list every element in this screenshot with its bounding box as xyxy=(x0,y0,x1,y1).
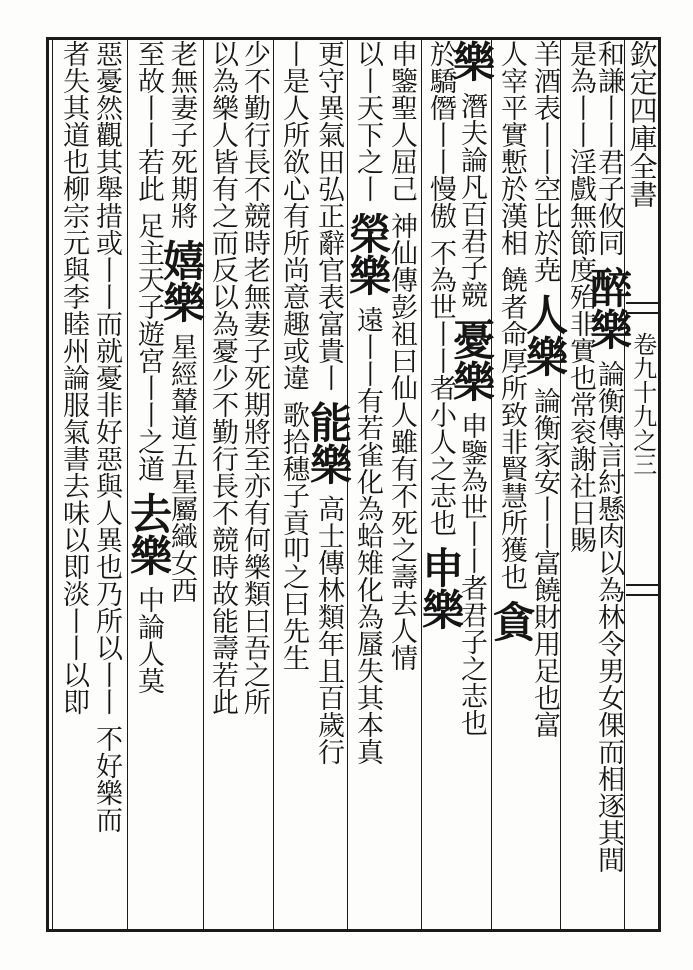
entry-text: 申鑒為世丨丨者君子之志也 xyxy=(456,412,488,736)
text-column-5 xyxy=(447,40,497,930)
column-divider xyxy=(421,37,422,932)
entry-heading: 申樂 xyxy=(416,546,466,630)
entry-text: 高士傳林類年且百歲行 xyxy=(313,495,345,765)
entry-text: 饒者命厚所致非賢慧所獲也 xyxy=(496,266,528,590)
entry-heading: 樂 xyxy=(447,40,497,82)
entry-text: 論衡家安丨丨富饒財用足也富 xyxy=(529,387,561,738)
book-title: 欽定四庫全書 xyxy=(625,40,659,208)
column-divider xyxy=(491,37,492,932)
text-column-11 xyxy=(239,40,269,930)
text-column-13 xyxy=(157,40,207,930)
entry-text: 申鑒聖人屈己 xyxy=(386,40,418,202)
entry-heading: 醉樂 xyxy=(584,266,634,350)
entry-heading: 嬉樂 xyxy=(157,239,207,323)
entry-text: 更守異氣田弘正辭官表富貴丨 xyxy=(313,40,345,391)
entry-text: 星經輦道五星屬織女西 xyxy=(166,333,198,603)
column-divider xyxy=(273,37,274,932)
entry-text: 不為世丨丨者小人之志也 xyxy=(425,239,457,536)
text-column-2 xyxy=(565,40,595,930)
entry-text: 以為樂人皆有之而反以為憂少不勤行長不競時故能壽若此 xyxy=(207,40,239,715)
entry-text: 以丨天下之丨 xyxy=(352,40,384,202)
entry-text: 於驕僭丨丨慢傲 xyxy=(425,40,457,229)
text-column-1 xyxy=(584,40,634,930)
entry-text: 不好樂而 xyxy=(91,725,123,833)
entry-text: 歌拾穗子貢叩之曰先生 xyxy=(278,401,310,671)
entry-heading: 憂樂 xyxy=(447,318,497,402)
entry-heading: 去樂 xyxy=(124,492,174,576)
entry-text: 羊酒表丨丨空比於尭 xyxy=(529,40,561,283)
entry-text: 潛夫論凡百君子競 xyxy=(456,92,488,308)
entry-heading: 能樂 xyxy=(304,401,354,485)
entry-text: 足主天子遊宮丨丨之道 xyxy=(133,212,165,482)
entry-heading: 貪 xyxy=(487,600,537,642)
frame-inner-left-rule xyxy=(52,37,53,932)
column-divider xyxy=(127,37,128,932)
entry-heading: 人樂 xyxy=(520,293,570,377)
text-column-14 xyxy=(124,40,174,930)
entry-text: 中論人莫 xyxy=(133,586,165,694)
entry-text: 神仙傳彭祖曰仙人雖有不死之壽去人情 xyxy=(386,212,418,671)
entry-text: 至故丨丨若此 xyxy=(133,40,165,202)
entry-text: 丨是人所欲心有所尚意趣或違 xyxy=(278,40,310,391)
frame-left-rule xyxy=(46,37,49,932)
entry-text: 是為丨丨淫戲無節度殆非實也常衮謝社日賜 xyxy=(565,40,597,553)
entry-text: 和謙丨丨君子攸同 xyxy=(593,40,625,256)
entry-text: 少不勤行長不競時老無妻子死期將至亦有何樂類曰吾之所 xyxy=(239,40,271,715)
text-column-4 xyxy=(487,40,537,930)
entry-text: 論衡傳言紂懸肉以為林令男女倮而相逐其間 xyxy=(593,360,625,873)
text-column-8 xyxy=(343,40,393,930)
entry-heading: 榮樂 xyxy=(343,212,393,296)
text-column-12 xyxy=(207,40,237,930)
entry-text: 遠丨丨有若雀化為蛤雉化為蜃失其本真 xyxy=(352,306,384,765)
text-column-6 xyxy=(416,40,466,930)
column-divider xyxy=(203,37,204,932)
volume-label: 卷九十九之三 xyxy=(628,332,657,476)
entry-text: 惡憂然觀其舉措或丨丨而就憂非好惡與人異也乃所以丨丨 xyxy=(91,40,123,715)
caption-column xyxy=(626,40,658,930)
entry-text: 人宰平實慙於漢相 xyxy=(496,40,528,256)
text-column-7 xyxy=(386,40,416,930)
text-column-16 xyxy=(58,40,88,930)
entry-text: 老無妻子死期將 xyxy=(166,40,198,229)
text-column-10 xyxy=(278,40,308,930)
text-column-9 xyxy=(304,40,354,930)
text-column-3 xyxy=(520,40,570,930)
text-column-15 xyxy=(91,40,121,930)
entry-text: 者失其道也柳宗元與李睦州論服氣書去味以即淡丨丨以即 xyxy=(58,40,90,715)
